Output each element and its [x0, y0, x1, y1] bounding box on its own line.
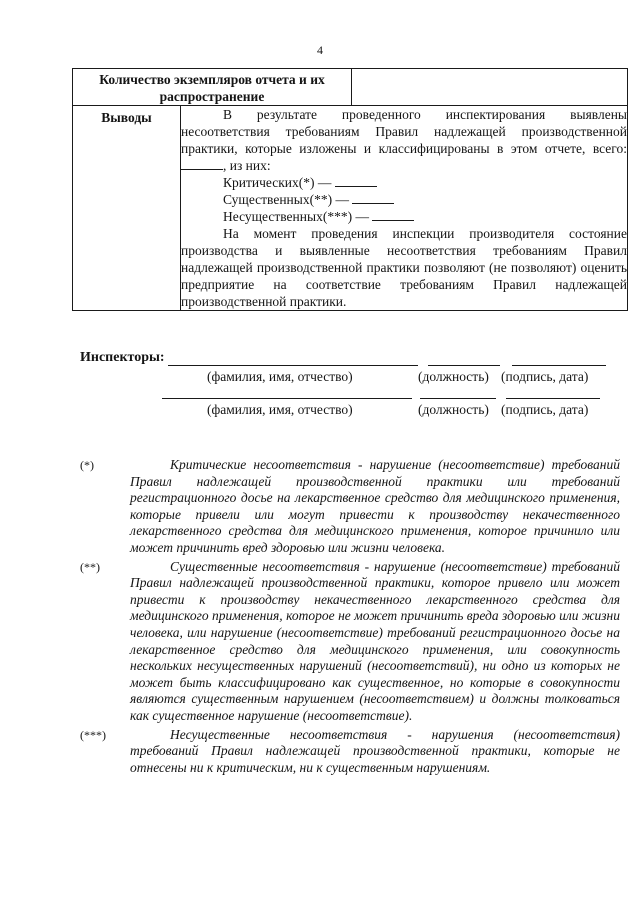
- copies-value-cell: [352, 69, 628, 106]
- intro-text: В результате проведенного инспектирования выявлены несоответствия требованиям Правил надлежащей производственной практики, которые изложены и классифицированы в этом отчете, всего:: [181, 107, 627, 156]
- inspector2-name-line: [162, 398, 412, 399]
- report-table: [72, 68, 628, 106]
- intro-tail: , из них:: [223, 158, 271, 173]
- conclusions-table: [72, 105, 628, 311]
- copies-label-cell: [73, 69, 352, 106]
- significant-line: [181, 191, 627, 208]
- minor-mark: (***): [322, 209, 353, 224]
- inspector1-signature-caption: (подпись, дата): [501, 369, 589, 384]
- footnote-minor: [80, 727, 628, 777]
- inspector1-position-line: [428, 365, 500, 366]
- inspectors-block: [80, 350, 628, 366]
- page-number: 4: [317, 43, 323, 57]
- footnote-marker: (*): [80, 458, 94, 472]
- footnotes: [80, 457, 628, 778]
- footnote-marker: (**): [80, 559, 100, 574]
- significant-mark: (**): [309, 192, 333, 207]
- critical-dash: —: [314, 175, 335, 190]
- significant-label: Существенных: [223, 192, 310, 207]
- conclusions-body: [181, 106, 628, 311]
- critical-label: Критических: [223, 175, 299, 190]
- conclusions-label-cell: [73, 106, 181, 311]
- footnote-significant: [80, 559, 628, 725]
- conclusions-row: [73, 106, 628, 311]
- critical-blank: [335, 174, 377, 187]
- minor-line: [181, 208, 627, 225]
- inspector1-signature-line: [512, 365, 606, 366]
- footnote-marker: (***): [80, 727, 106, 742]
- footnote-text: Несущественные несоответствия - нарушения (несоответствия) требований Правил надлежащей производственной практики, которые не отнесены ни к критическим, ни к существенным нарушениям.: [130, 726, 620, 775]
- critical-mark: (*): [298, 175, 315, 190]
- conclusions-intro: [181, 106, 627, 174]
- minor-dash: —: [352, 209, 373, 224]
- minor-label: Несущественных: [223, 209, 323, 224]
- critical-line: [181, 174, 627, 191]
- inspector2-position-line: [420, 398, 496, 399]
- inspector1-name-caption: (фамилия, имя, отчество): [207, 369, 353, 384]
- conclusions-label: Выводы: [101, 110, 152, 125]
- inspector1-position-caption: (должность): [418, 369, 489, 384]
- minor-blank: [372, 208, 414, 221]
- footnote-text: Критические несоответствия - нарушение (несоответствие) требований Правил надлежащей производственной практики или требований регистрационного досье на лекарственное средство для медицинского применения, которые привели или могут привести к производству некачественного лекарственного средства для медицинского применения, которое причинило или может причинить вред здоровью или жизни человека.: [130, 457, 620, 555]
- inspector2-signature-caption: (подпись, дата): [501, 402, 589, 417]
- inspectors-label: Инспекторы:: [80, 350, 165, 365]
- significant-dash: —: [332, 192, 353, 207]
- total-blank: [181, 157, 223, 170]
- significant-blank: [352, 191, 394, 204]
- footnote-critical: [80, 457, 628, 557]
- inspector1-name-line: [168, 365, 418, 366]
- inspector2-name-caption: (фамилия, имя, отчество): [207, 402, 353, 417]
- copies-label: Количество экземпляров отчета и их распространение: [99, 72, 325, 104]
- inspector2-signature-line: [506, 398, 600, 399]
- footnote-text: Существенные несоответствия - нарушение (несоответствие) требований Правил надлежащей производственной практики, которое привело или может привести к производству некачественного лекарственного средства для медицинского применения, которое не может причинить вреда здоровью или жизни человека, или нарушение (несоответствие) требований регистрационного досье на лекарственное средство для медицинского применения, или совокупность нескольких несущественных нарушений (несоответствий), ни одно из которых не может быть классифицировано как существенное, но которые в совокупности являются существенным нарушением (несоответствием) и должны толковаться как существенное нарушение (несоответствие).: [130, 558, 620, 723]
- conclusion-text: На момент проведения инспекции производителя состояние производства и выявленные несоответствия требованиям Правил надлежащей производственной практики позволяют (не позволяют) оценить предприятие на соответствие требованиям Правил надлежащей производственной практики.: [181, 226, 627, 309]
- copies-row: [73, 69, 628, 106]
- inspector2-position-caption: (должность): [418, 402, 489, 417]
